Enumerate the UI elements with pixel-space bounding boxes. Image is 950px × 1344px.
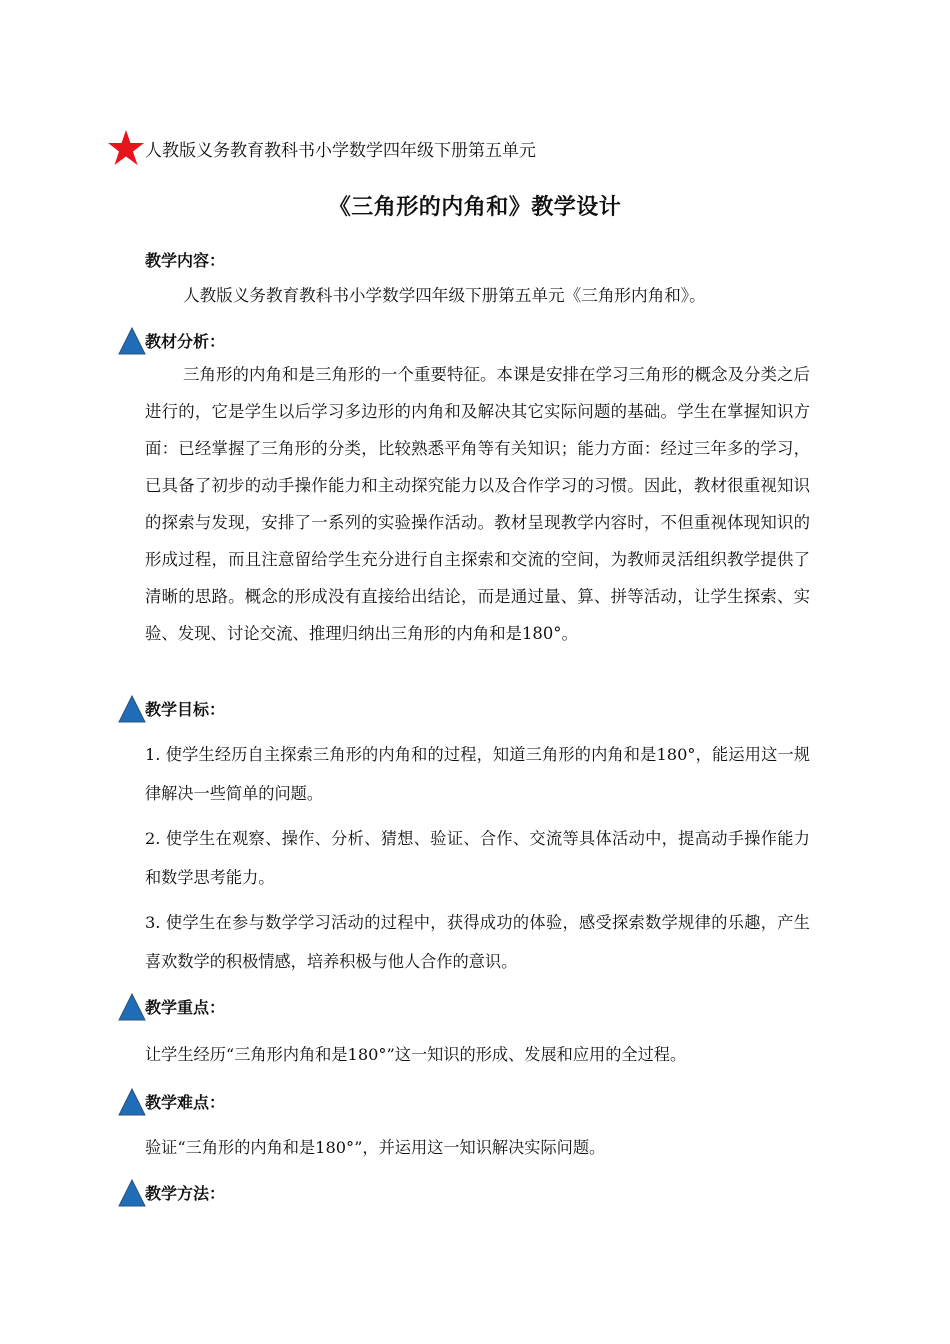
triangle-icon xyxy=(117,992,147,1022)
heading-difficulty xyxy=(117,1087,225,1117)
triangle-icon xyxy=(117,1087,147,1117)
series-header-text: 人教版义务教育教科书小学数学四年级下册第五单元 xyxy=(145,140,536,161)
goal-item-3: 3. 使学生在参与数学学习活动的过程中，获得成功的体验，感受探索数学规律的乐趣，产生喜欢数学的积极情感，培养积极与他人合作的意识。 xyxy=(145,913,810,971)
series-header xyxy=(107,128,536,168)
goal-item-2: 2. 使学生在观察、操作、分析、猜想、验证、合作、交流等具体活动中，提高动手操作能力和数学思考能力。 xyxy=(145,829,810,887)
difficulty-text: 验证“三角形的内角和是180°”，并运用这一知识解决实际问题。 xyxy=(145,1138,606,1157)
heading-label: 教材分析： xyxy=(145,332,226,351)
teaching-content-text: 人教版义务教育教科书小学数学四年级下册第五单元《三角形内角和》。 xyxy=(183,286,706,305)
heading-label: 教学难点： xyxy=(145,1093,226,1112)
heading-teaching-content: 教学内容： xyxy=(145,251,226,270)
heading-material-analysis xyxy=(117,326,225,356)
material-analysis-text: 三角形的内角和是三角形的一个重要特征。本课是安排在学习三角形的概念及分类之后进行的，它是学生以后学习多边形的内角和及解决其它实际问题的基础。学生在掌握知识方面：已经掌握了三角形的分类，比较熟悉平角等有关知识；能力方面：经过三年多的学习，已具备了初步的动手操作能力和主动探究能力以及合作学习的习惯。因此，教材很重视知识的探索与发现，安排了一系列的实验操作活动。教材呈现教学内容时，不但重视体现知识的形成过程，而且注意留给学生充分进行自主探索和交流的空间，为教师灵活组织教学提供了清晰的思路。概念的形成没有直接给出结论，而是通过量、算、拼等活动，让学生探索、实验、发现、讨论交流、推理归纳出三角形的内角和是180°。 xyxy=(145,365,810,643)
heading-teaching-method xyxy=(117,1178,225,1208)
heading-label: 教学目标： xyxy=(145,700,226,719)
goal-item-1: 1. 使学生经历自主探索三角形的内角和的过程，知道三角形的内角和是180°，能运用这一规律解决一些简单的问题。 xyxy=(145,745,810,803)
heading-teaching-goals xyxy=(117,694,225,724)
heading-key-point xyxy=(117,992,225,1022)
triangle-icon xyxy=(117,694,147,724)
heading-label: 教学方法： xyxy=(145,1184,226,1203)
star-icon xyxy=(107,128,145,168)
triangle-icon xyxy=(117,1178,147,1208)
triangle-icon xyxy=(117,326,147,356)
heading-label: 教学重点： xyxy=(145,998,226,1017)
key-point-text: 让学生经历“三角形内角和是180°”这一知识的形成、发展和应用的全过程。 xyxy=(145,1045,687,1064)
document-title: 《三角形的内角和》教学设计 xyxy=(328,195,622,220)
